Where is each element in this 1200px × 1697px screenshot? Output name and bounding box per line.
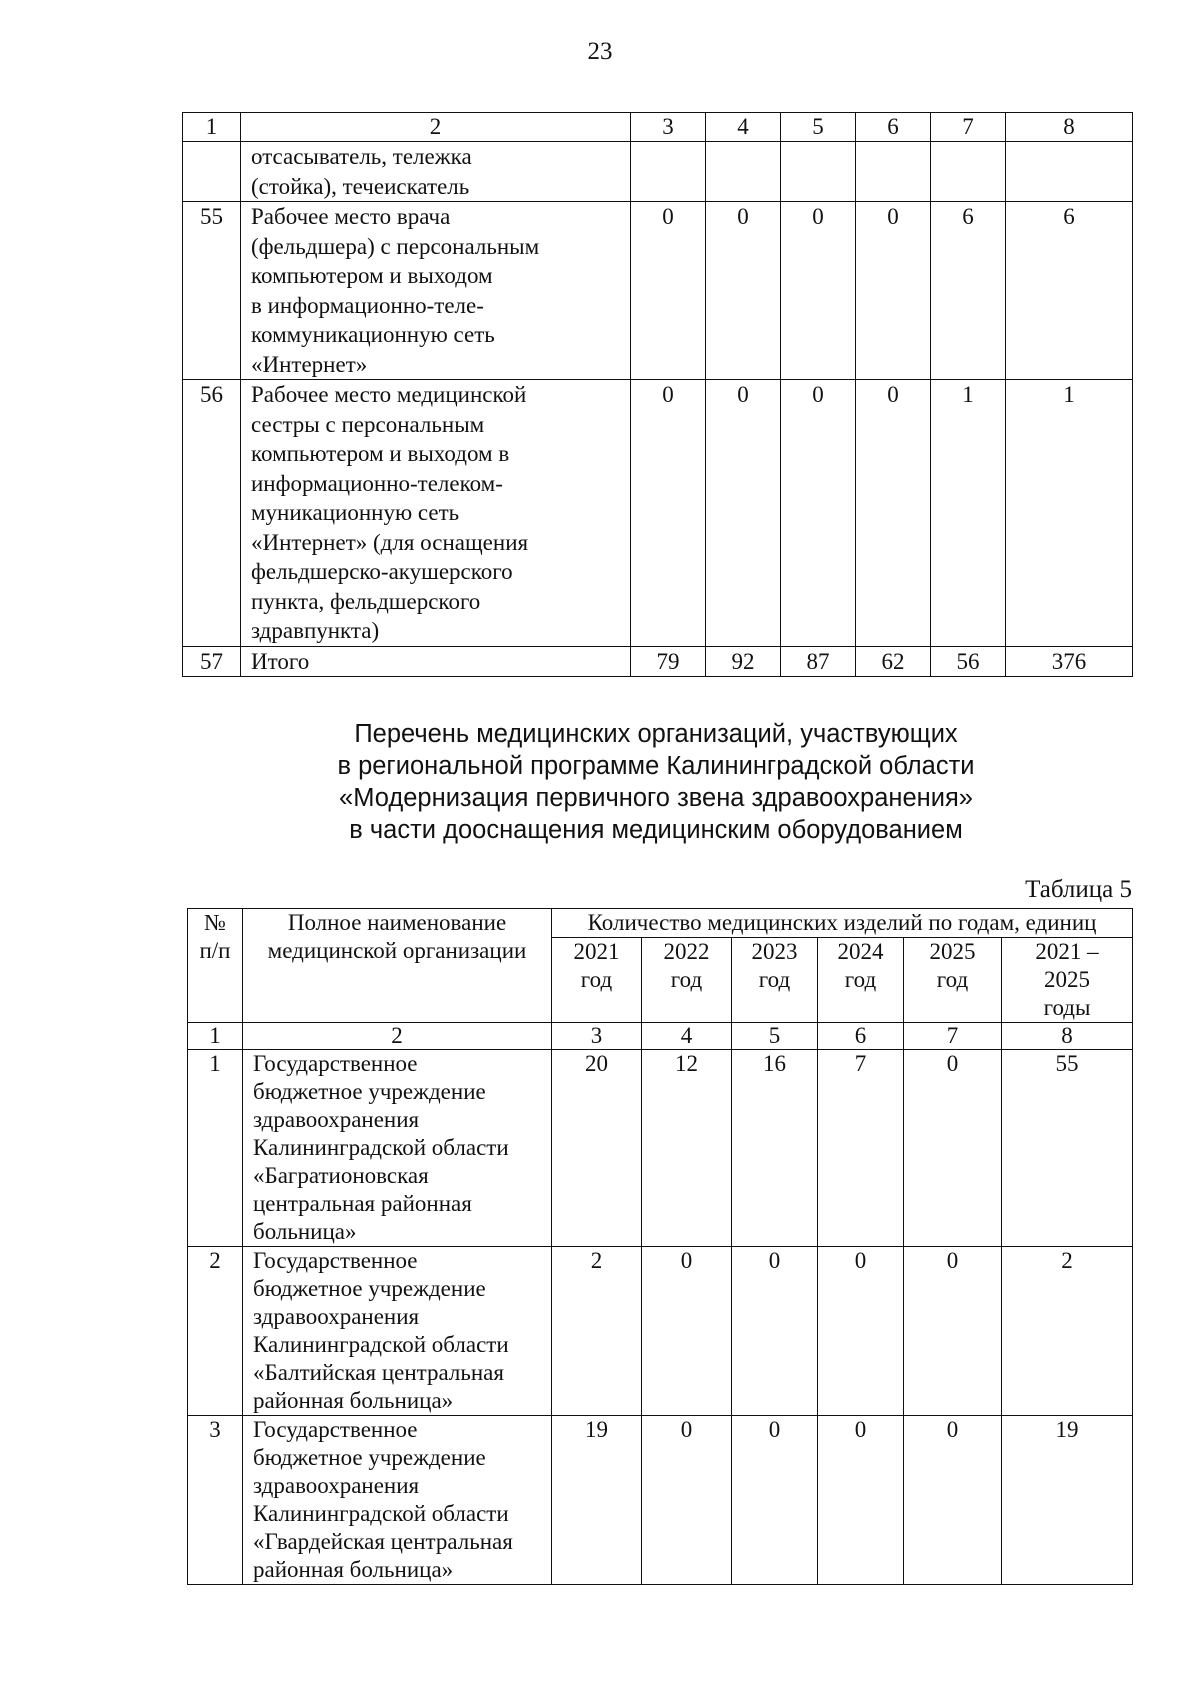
equipment-table: [182, 112, 1133, 677]
value-cell: 0: [781, 202, 856, 380]
value-cell: 79: [631, 646, 706, 677]
value-cell: 56: [931, 646, 1006, 677]
row-number: 2: [188, 1247, 243, 1416]
value-cell: 0: [856, 380, 931, 647]
header-cell: 7: [931, 113, 1006, 142]
index-cell: 3: [552, 1023, 642, 1050]
org-name-header: Полное наименование медицинской организации: [243, 909, 552, 1023]
table-header-row: [188, 909, 1133, 938]
page-number: 23: [587, 38, 613, 65]
header-cell: 4: [706, 113, 781, 142]
value-cell: 0: [904, 1416, 1002, 1585]
value-cell: [706, 142, 781, 202]
value-cell: 1: [931, 380, 1006, 647]
table-row: [183, 142, 1133, 202]
row-number: 57: [183, 646, 241, 677]
value-cell: 0: [631, 202, 706, 380]
value-cell: 0: [732, 1247, 818, 1416]
value-cell: 376: [1006, 646, 1133, 677]
value-cell: 0: [781, 380, 856, 647]
table-row: [188, 1050, 1133, 1247]
value-cell: 20: [552, 1050, 642, 1247]
value-cell: 16: [732, 1050, 818, 1247]
value-cell: 2: [1002, 1247, 1133, 1416]
table-row: [183, 380, 1133, 647]
value-cell: 0: [642, 1247, 732, 1416]
section-title: Перечень медицинских организаций, участвующих в региональной программе Калининградской области «Модернизация первичного звена здравоохранения» в части дооснащения медицинским оборудованием: [337, 720, 975, 844]
header-cell: 8: [1006, 113, 1133, 142]
value-cell: 0: [904, 1247, 1002, 1416]
value-cell: 0: [856, 202, 931, 380]
year-header: 2022 год: [642, 938, 732, 1023]
year-header: 2023 год: [732, 938, 818, 1023]
header-cell: 3: [631, 113, 706, 142]
year-header: 2025 год: [904, 938, 1002, 1023]
item-name: Рабочее место медицинской сестры с персональным компьютером и выходом в информационно-телеком- муникационную сеть «Интернет» (для оснащения фельдшерско-акушерского пункта, фельдшерского здравпункта): [241, 380, 631, 647]
value-cell: 0: [818, 1247, 904, 1416]
header-cell: 2: [241, 113, 631, 142]
value-cell: 0: [818, 1416, 904, 1585]
org-name: Государственное бюджетное учреждение здравоохранения Калининградской области «Багратионовская центральная районная больница»: [243, 1050, 552, 1247]
item-name: Рабочее место врача (фельдшера) с персональным компьютером и выходом в информационно-теле- коммуникационную сеть «Интернет»: [241, 202, 631, 380]
value-cell: 0: [706, 202, 781, 380]
table-caption: Таблица 5: [1025, 876, 1132, 903]
row-number: 1: [188, 1050, 243, 1247]
item-name: отсасыватель, тележка (стойка), течеискатель: [241, 142, 631, 202]
value-cell: 6: [1006, 202, 1133, 380]
value-cell: [1006, 142, 1133, 202]
quantity-group-header: Количество медицинских изделий по годам, единиц: [552, 909, 1133, 938]
value-cell: 7: [818, 1050, 904, 1247]
value-cell: 55: [1002, 1050, 1133, 1247]
value-cell: [781, 142, 856, 202]
value-cell: 1: [1006, 380, 1133, 647]
header-cell: 5: [781, 113, 856, 142]
org-name: Государственное бюджетное учреждение здравоохранения Калининградской области «Гвардейская центральная районная больница»: [243, 1416, 552, 1585]
year-header: 2021 год: [552, 938, 642, 1023]
value-cell: 87: [781, 646, 856, 677]
value-cell: 0: [631, 380, 706, 647]
value-cell: 92: [706, 646, 781, 677]
value-cell: 19: [552, 1416, 642, 1585]
index-cell: 4: [642, 1023, 732, 1050]
table-header-row: [183, 113, 1133, 142]
table-row: [188, 1416, 1133, 1585]
index-cell: 8: [1002, 1023, 1133, 1050]
total-years-header: 2021 – 2025 годы: [1002, 938, 1133, 1023]
row-number: 55: [183, 202, 241, 380]
value-cell: [856, 142, 931, 202]
year-header: 2024 год: [818, 938, 904, 1023]
header-cell: 1: [183, 113, 241, 142]
header-cell: 6: [856, 113, 931, 142]
row-number: 3: [188, 1416, 243, 1585]
number-header: № п/п: [188, 909, 243, 1023]
org-name: Государственное бюджетное учреждение здравоохранения Калининградской области «Балтийская центральная районная больница»: [243, 1247, 552, 1416]
item-name: Итого: [241, 646, 631, 677]
table-row: [183, 202, 1133, 380]
table-row: [188, 1247, 1133, 1416]
value-cell: 2: [552, 1247, 642, 1416]
index-cell: 7: [904, 1023, 1002, 1050]
index-cell: 2: [243, 1023, 552, 1050]
value-cell: 6: [931, 202, 1006, 380]
row-number: 56: [183, 380, 241, 647]
value-cell: 0: [732, 1416, 818, 1585]
value-cell: 0: [642, 1416, 732, 1585]
value-cell: [631, 142, 706, 202]
value-cell: 19: [1002, 1416, 1133, 1585]
index-cell: 5: [732, 1023, 818, 1050]
column-index-row: [188, 1023, 1133, 1050]
value-cell: 0: [904, 1050, 1002, 1247]
value-cell: [931, 142, 1006, 202]
index-cell: 6: [818, 1023, 904, 1050]
row-number: [183, 142, 241, 202]
total-row: [183, 646, 1133, 677]
index-cell: 1: [188, 1023, 243, 1050]
value-cell: 62: [856, 646, 931, 677]
organizations-table: [187, 908, 1133, 1585]
value-cell: 0: [706, 380, 781, 647]
value-cell: 12: [642, 1050, 732, 1247]
